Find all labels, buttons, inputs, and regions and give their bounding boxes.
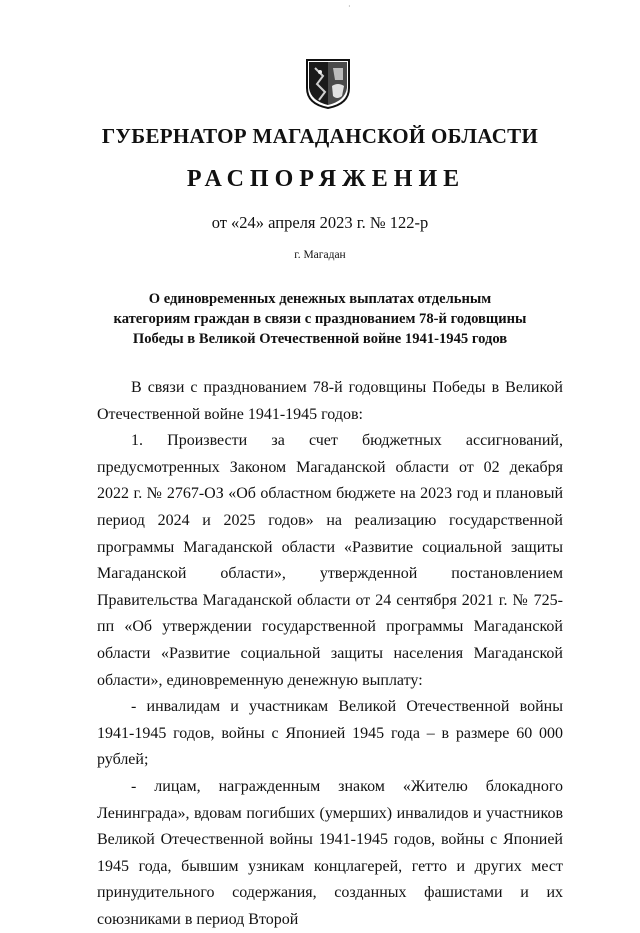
document-type: РАСПОРЯЖЕНИЕ bbox=[186, 166, 466, 192]
document-subject bbox=[0, 289, 640, 349]
body-list-item: - лицам, награжденным знаком «Жителю блокадного Ленинграда», вдовам погибших (умерших) инвалидов и участников Великой Отечественной войны 1941-1945 годов, войны с Японией 1945 года, бывшим узникам концлагерей, гетто и других мест принудительного содержания, созданных фашистами и их союзниками в период Второй bbox=[97, 777, 563, 928]
subject-line: категориям граждан в связи с празднованием 78-й годовщины bbox=[113, 311, 527, 327]
body-paragraph-item-1: 1. Произвести за счет бюджетных ассигнований, предусмотренных Законом Магаданской области от 02 декабря 2022 г. № 2767-ОЗ «Об областном бюджете на 2023 год и плановый период 2024 и 2025 годов» на реализацию государственной программы Магаданской области «Развитие социальной защиты Магаданской области», утвержденной постановлением Правительства Магаданской области от 24 сентября 2021 г. № 725-пп «Об утверждении государственной программы Магаданской области «Развитие социальной защиты населения Магаданской области», единовременную денежную выплату: bbox=[97, 432, 563, 689]
body-list-item: - инвалидам и участникам Великой Отечественной войны 1941-1945 годов, войны с Японией 1945 года – в размере 60 000 рублей; bbox=[97, 698, 563, 769]
document-city: г. Магадан bbox=[294, 249, 346, 261]
body-paragraph-intro: В связи с празднованием 78-й годовщины Победы в Великой Отечественной войне 1941-1945 годов: bbox=[97, 379, 563, 423]
coat-of-arms-icon bbox=[305, 58, 351, 110]
document-body bbox=[97, 375, 563, 933]
issuing-authority: ГУБЕРНАТОР МАГАДАНСКОЙ ОБЛАСТИ bbox=[101, 124, 539, 148]
document-date-number: от «24» апреля 2023 г. № 122-р bbox=[211, 213, 429, 232]
scan-speck: · bbox=[348, 2, 351, 11]
subject-line: О единовременных денежных выплатах отдельным bbox=[148, 291, 492, 307]
subject-line: Победы в Великой Отечественной войне 1941-1945 годов bbox=[132, 331, 508, 347]
